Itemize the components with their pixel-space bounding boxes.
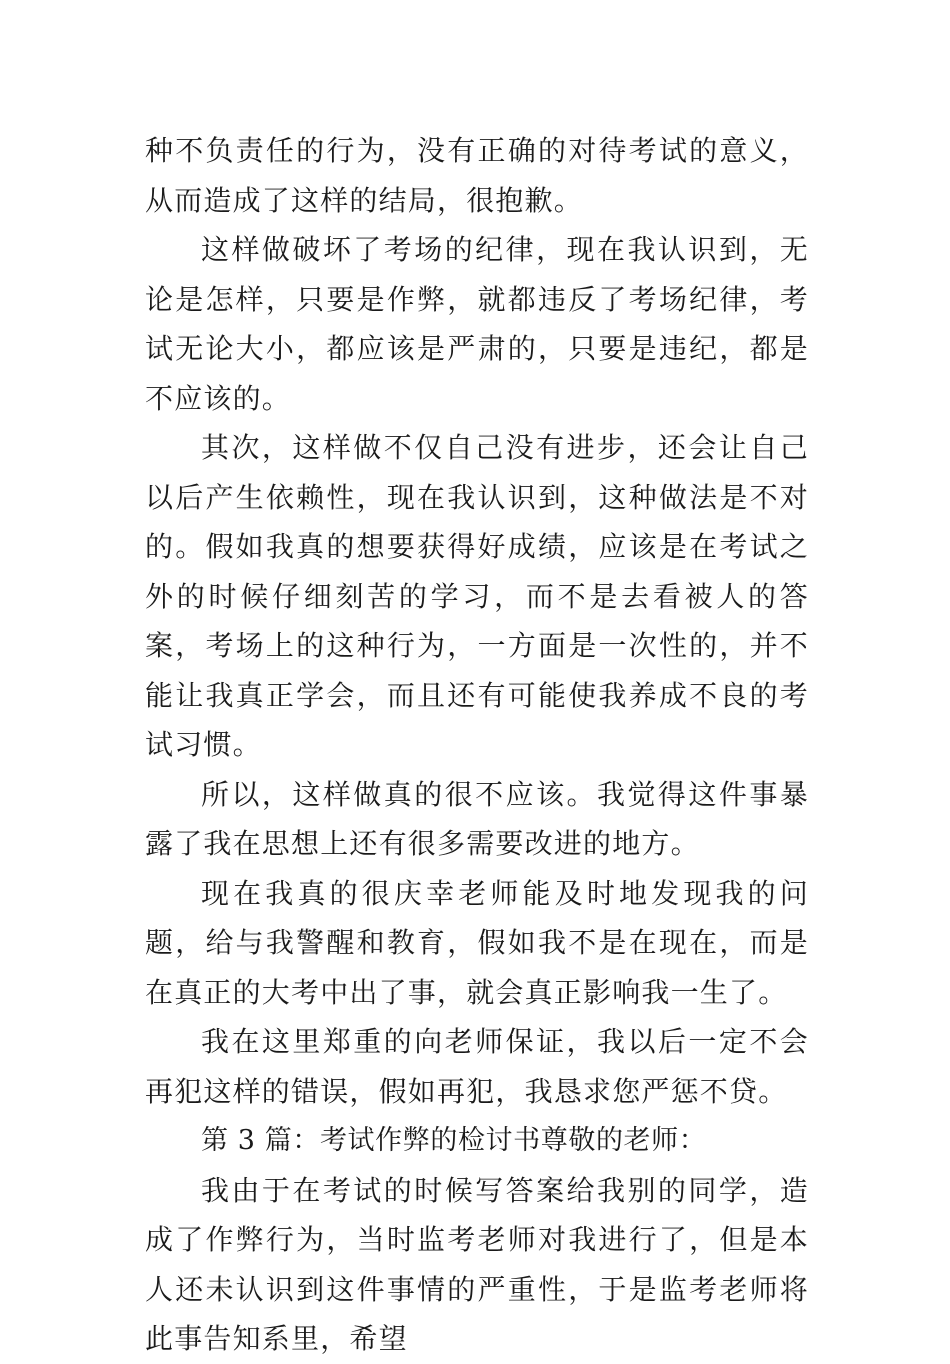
section-heading: 第 3 篇：考试作弊的检讨书尊敬的老师： [201,1125,707,1156]
paragraph-3: 其次，这样做不仅自己没有进步，还会让自己以后产生依赖性，现在我认识到，这种做法是不对的。假如我真的想要获得好成绩，应该是在考试之外的时候仔细刻苦的学习，而不是去看被人的答案，考场上的这种行为，一方面是一次性的，并不能让我真正学会，而且还有可能使我养成不良的考试习惯。 [145,431,809,761]
document-body [145,126,809,1364]
paragraph-1: 种不负责任的行为，没有正确的对待考试的意义，从而造成了这样的结局，很抱歉。 [145,134,809,217]
paragraph-6: 我在这里郑重的向老师保证，我以后一定不会再犯这样的错误，假如再犯，我恳求您严惩不贷。 [145,1025,809,1108]
paragraph-5: 现在我真的很庆幸老师能及时地发现我的问题，给与我警醒和教育，假如我不是在现在，而是在真正的大考中出了事，就会真正影响我一生了。 [145,876,809,1009]
paragraph-2: 这样做破坏了考场的纪律，现在我认识到，无论是怎样，只要是作弊，就都违反了考场纪律，考试无论大小，都应该是严肃的，只要是违纪，都是不应该的。 [145,233,809,415]
paragraph-7: 我由于在考试的时候写答案给我别的同学，造成了作弊行为，当时监考老师对我进行了，但是本人还未认识到这件事情的严重性，于是监考老师将此事告知系里，希望 [145,1173,809,1355]
paragraph-4: 所以，这样做真的很不应该。我觉得这件事暴露了我在思想上还有很多需要改进的地方。 [145,777,809,860]
